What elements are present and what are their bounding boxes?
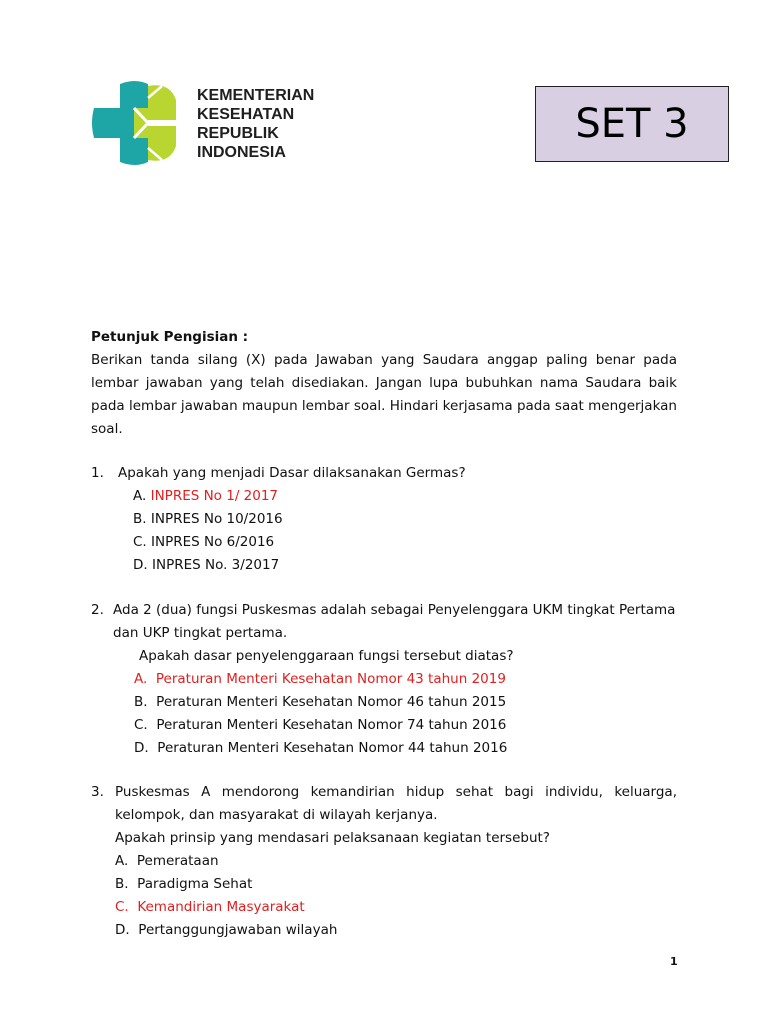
org-line: REPUBLIK xyxy=(197,125,279,142)
option xyxy=(134,737,507,760)
question-text: Ada 2 (dua) fungsi Puskesmas adalah sebagai Penyelenggara UKM tingkat Pertama xyxy=(113,602,676,618)
option xyxy=(115,919,337,942)
option-text: Pemerataan xyxy=(136,853,219,869)
option-letter: C. xyxy=(115,899,129,915)
option xyxy=(133,508,283,531)
page-number: 1 xyxy=(670,955,678,968)
option-letter: B. xyxy=(133,511,147,527)
option-letter: D. xyxy=(115,922,130,938)
option-correct xyxy=(134,668,506,691)
instructions-body: Berikan tanda silang (X) pada Jawaban yang Saudara anggap paling benar pada lembar jawaban yang telah disediakan. Jangan lupa bubuhkan nama Saudara baik pada lembar jawaban maupun lembar soal. Hindari kerjasama pada saat mengerjakan soal. xyxy=(91,352,677,437)
question-number: 3. xyxy=(91,784,104,800)
option-text-correct: INPRES No 1/ 2017 xyxy=(150,488,279,504)
subquestion: Apakah prinsip yang mendasari pelaksanaan kegiatan tersebut? xyxy=(115,830,550,846)
option-letter: C. xyxy=(133,534,147,550)
option-text: Peraturan Menteri Kesehatan Nomor 46 tahun 2015 xyxy=(156,694,507,710)
option-text: Pertanggungjawaban wilayah xyxy=(138,922,338,938)
option-text: INPRES No 6/2016 xyxy=(151,534,275,550)
logo-teal-bottom-petal xyxy=(120,138,148,165)
option-letter: C. xyxy=(134,717,148,733)
option-letter: A. xyxy=(133,488,147,504)
logo-teal-top-petal xyxy=(120,81,148,108)
option-text: INPRES No. 3/2017 xyxy=(151,557,280,573)
option-text-correct: Kemandirian Masyarakat xyxy=(137,899,305,915)
question-number: 2. xyxy=(91,602,104,618)
option xyxy=(115,850,219,873)
option-text: Peraturan Menteri Kesehatan Nomor 74 tahun 2016 xyxy=(156,717,507,733)
logo-lime-center xyxy=(134,108,148,138)
kemenkes-logo xyxy=(90,78,182,168)
option-letter: B. xyxy=(115,876,129,892)
option-letter: D. xyxy=(134,740,149,756)
question-text: Puskesmas A mendorong kemandirian hidup sehat bagi individu, keluarga, kelompok, dan masyarakat di wilayah kerjanya. xyxy=(115,784,677,823)
option-letter: A. xyxy=(134,671,148,687)
instructions-title: Petunjuk Pengisian : xyxy=(91,329,249,345)
option xyxy=(134,691,506,714)
option-text: Peraturan Menteri Kesehatan Nomor 44 tahun 2016 xyxy=(157,740,508,756)
option-letter: A. xyxy=(115,853,129,869)
organization-name xyxy=(197,86,314,162)
question-text-line2: dan UKP tingkat pertama. xyxy=(113,625,288,641)
option-letter xyxy=(133,485,278,508)
option xyxy=(115,873,252,896)
option-letter: D. xyxy=(133,557,148,573)
org-line: KEMENTERIAN xyxy=(197,87,315,104)
question-number: 1. xyxy=(91,465,104,481)
subquestion: Apakah dasar penyelenggaraan fungsi tersebut diatas? xyxy=(139,648,514,664)
set-label-box xyxy=(535,86,729,162)
option xyxy=(134,714,506,737)
question-text: Apakah yang menjadi Dasar dilaksanakan Germas? xyxy=(118,465,466,481)
option-text: Paradigma Sehat xyxy=(137,876,253,892)
option-letter: B. xyxy=(134,694,148,710)
logo-lime-top-right xyxy=(148,85,176,120)
option-correct xyxy=(115,896,305,919)
option xyxy=(133,531,274,554)
org-line: KESEHATAN xyxy=(197,106,295,123)
set-label: SET 3 xyxy=(575,101,689,147)
logo-lime-bottom-right xyxy=(148,126,176,161)
option-text: INPRES No 10/2016 xyxy=(150,511,283,527)
logo-teal-left-petal xyxy=(92,108,120,138)
org-line: INDONESIA xyxy=(197,144,286,161)
logo-teal-center xyxy=(120,108,134,138)
option-text-correct: Peraturan Menteri Kesehatan Nomor 43 tahun 2019 xyxy=(155,671,506,687)
option xyxy=(133,554,279,577)
